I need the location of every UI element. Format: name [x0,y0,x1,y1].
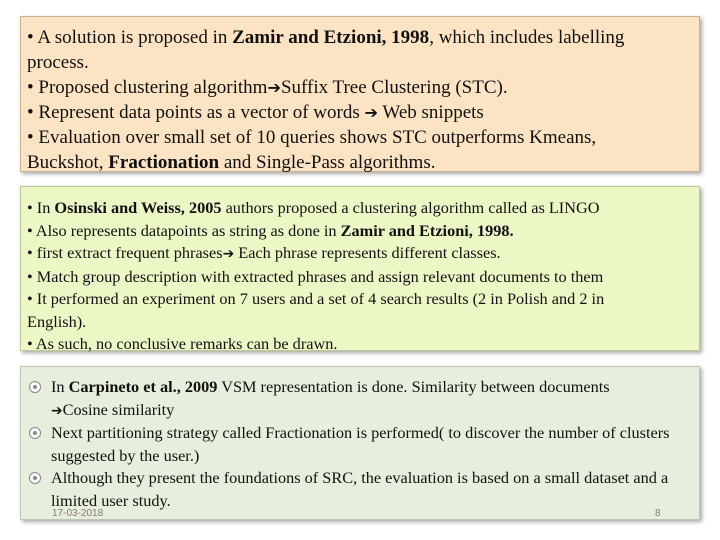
text: • In [27,198,55,217]
item-text: Next partitioning strategy called Fractionation is performed( to discover the number of clusters suggested by the user.) [51,423,670,465]
box2-line: • As such, no conclusive remarks can be drawn. [27,334,338,353]
emphasis: Fractionation [108,152,220,173]
item-text: Although they present the foundations of SRC, the evaluation is based on a small dataset and a limited user study. [51,468,669,510]
text: Web snippets [378,102,484,123]
list-item [27,376,689,422]
box2-line: • It performed an experiment on 7 users and a set of 4 search results (2 in Polish and 2 in [27,289,605,308]
item-text [51,399,689,423]
carpineto-box [20,366,700,520]
list-item [27,422,689,467]
box1-line [27,75,689,100]
bullet-icon [29,381,41,393]
bullet-icon [29,472,41,484]
box1-line [27,25,689,50]
lamir-etzioni-box [20,16,700,172]
text: In [51,377,69,396]
box1-line [27,150,689,175]
text: and Single-Pass algorithms. [219,152,436,173]
bullet-icon [29,427,41,439]
text: • A solution is proposed in [27,27,233,48]
text: VSM representation is done. Similarity between documents [217,377,610,396]
text: , which includes labelling [429,27,625,48]
arrow-icon: ➔ [267,78,281,97]
text: • Proposed clustering algorithm [27,77,268,98]
text: authors proposed a clustering algorithm called as LINGO [221,198,600,217]
text: Suffix Tree Clustering (STC). [280,77,508,98]
citation: Osinski and Weiss, 2005 [54,198,222,217]
text: Each phrase represents different classes. [234,243,501,262]
citation: Zamir and Etzioni, 1998 [232,27,430,48]
box1-line: • Evaluation over small set of 10 queries shows STC outperforms Kmeans, [27,127,597,148]
arrow-icon: ➔ [364,103,379,122]
text: Cosine similarity [62,399,175,419]
citation: Carpineto et al., 2009 [68,377,218,396]
box1-line [27,100,689,125]
item-text [51,376,689,399]
box2-line: English). [27,311,87,331]
text: Buckshot, [27,152,109,173]
box1-line: process. [27,52,89,73]
text: • Represent data points as a vector of words [27,102,365,123]
arrow-icon: ➔ [222,246,235,262]
list-item [27,467,689,512]
text: • Also represents datapoints as string as done in [27,220,341,240]
arrow-icon: ➔ [51,402,63,419]
box2-line: • Match group description with extracted phrases and assign relevant documents to them [27,266,604,286]
box2-line [27,242,689,266]
page-number: 8 [655,508,661,519]
citation: Zamir and Etzioni, 1998. [340,220,514,240]
osinski-weiss-box [20,186,700,351]
box2-line [27,197,689,220]
footer-date: 17-03-2018 [52,508,104,519]
box2-line [27,220,689,243]
text: • first extract frequent phrases [27,243,223,262]
